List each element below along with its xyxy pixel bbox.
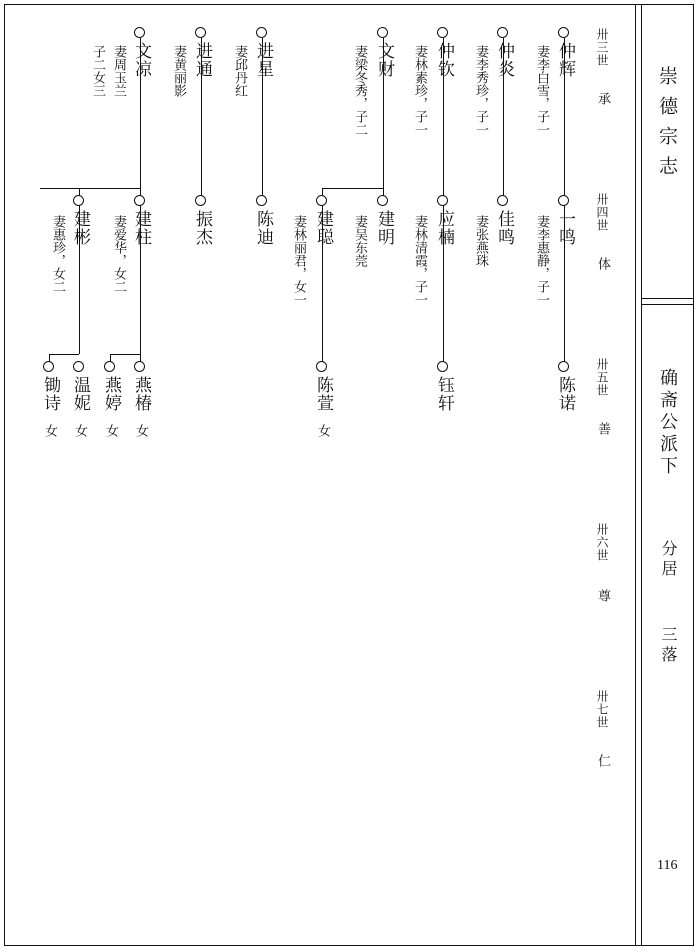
person-node <box>316 195 327 206</box>
person-name: 佳鸣 <box>494 210 514 246</box>
person-name: 仲钦 <box>434 42 454 78</box>
person-name: 建明 <box>374 210 394 246</box>
spouse-note: 妻李白雪，子一 <box>534 45 549 136</box>
person-name: 建聪 <box>313 210 333 246</box>
branch-line <box>322 188 383 189</box>
spouse-note: 妻李惠静，子一 <box>534 215 549 306</box>
person-name: 应楠 <box>434 210 454 246</box>
divider-side-1 <box>641 298 694 299</box>
branch-line <box>40 188 140 189</box>
spouse-note: 妻周玉兰 <box>111 45 126 97</box>
generation-label: 卅六世 <box>595 523 609 562</box>
person-node <box>497 27 508 38</box>
person-name: 锄诗 <box>40 376 60 412</box>
person-name: 陈迪 <box>253 210 273 246</box>
spouse-note: 妻吴东莞 <box>352 215 367 267</box>
gender-note: 女 <box>133 424 148 437</box>
divider-main-2 <box>641 4 642 946</box>
generation-char: 承 <box>595 92 610 105</box>
spouse-note: 妻惠珍，女二 <box>50 215 65 293</box>
person-node <box>497 195 508 206</box>
book-title: 崇德宗志 <box>656 66 678 186</box>
spouse-note: 妻梁冬秀，子二 <box>352 45 367 136</box>
person-name: 文财 <box>374 42 394 78</box>
spouse-note: 妻邱丹红 <box>232 45 247 97</box>
person-node <box>195 27 206 38</box>
person-node <box>437 27 448 38</box>
person-name: 仲炎 <box>494 42 514 78</box>
person-name: 陈诺 <box>555 376 575 412</box>
divider-side-2 <box>641 304 694 305</box>
spouse-note: 妻李秀珍，子一 <box>473 45 488 136</box>
spouse-note: 妻林丽君，女一 <box>291 215 306 306</box>
person-name: 陈萱 <box>313 376 333 412</box>
person-name: 文凉 <box>131 42 151 78</box>
spouse-note: 妻张燕珠 <box>473 215 488 267</box>
gender-note: 女 <box>103 424 118 437</box>
person-node <box>437 361 448 372</box>
generation-label: 卅四世 <box>595 193 609 232</box>
spouse-note: 妻林素珍，子一 <box>412 45 427 136</box>
person-node <box>558 361 569 372</box>
person-node <box>104 361 115 372</box>
person-node <box>437 195 448 206</box>
person-name: 进星 <box>253 42 273 78</box>
person-name: 温妮 <box>70 376 90 412</box>
person-name: 建柱 <box>131 210 151 246</box>
person-node <box>316 361 327 372</box>
spouse-note: 妻爱华，女二 <box>111 215 126 293</box>
person-node <box>377 195 388 206</box>
person-node <box>377 27 388 38</box>
person-name: 燕婷 <box>101 376 121 412</box>
spouse-note: 妻林清霞，子一 <box>412 215 427 306</box>
page-number: 116 <box>657 858 678 873</box>
gender-note: 女 <box>42 424 57 437</box>
generation-char: 仁 <box>595 754 610 767</box>
person-name: 钰轩 <box>434 376 454 412</box>
person-name: 燕椿 <box>131 376 151 412</box>
person-node <box>73 195 84 206</box>
person-name: 仲辉 <box>555 42 575 78</box>
person-node <box>256 195 267 206</box>
person-name: 一鸣 <box>555 210 575 246</box>
person-node <box>73 361 84 372</box>
person-node <box>134 27 145 38</box>
person-node <box>558 195 569 206</box>
person-name: 振杰 <box>192 210 212 246</box>
generation-char: 尊 <box>595 589 610 602</box>
generation-label: 卅三世 <box>595 28 609 67</box>
branch-line <box>110 354 140 355</box>
generation-char: 体 <box>595 257 610 270</box>
branch-label-1: 分居 <box>659 540 678 580</box>
person-node <box>43 361 54 372</box>
gender-note: 女 <box>72 424 87 437</box>
section-title: 确斋公派下 <box>657 368 678 478</box>
generation-label: 卅五世 <box>595 358 609 397</box>
generation-label: 卅七世 <box>595 690 609 729</box>
divider-main <box>635 4 636 946</box>
person-node <box>134 195 145 206</box>
person-name: 进通 <box>192 42 212 78</box>
person-node <box>558 27 569 38</box>
page-border <box>4 4 694 946</box>
branch-label-2: 三落 <box>659 626 678 666</box>
branch-line <box>49 354 79 355</box>
children-note: 子二女三 <box>90 45 105 97</box>
generation-char: 善 <box>595 422 610 435</box>
person-node <box>195 195 206 206</box>
gender-note: 女 <box>315 424 330 437</box>
spouse-note: 妻黄丽影 <box>171 45 186 97</box>
person-node <box>134 361 145 372</box>
person-node <box>256 27 267 38</box>
person-name: 建彬 <box>70 210 90 246</box>
